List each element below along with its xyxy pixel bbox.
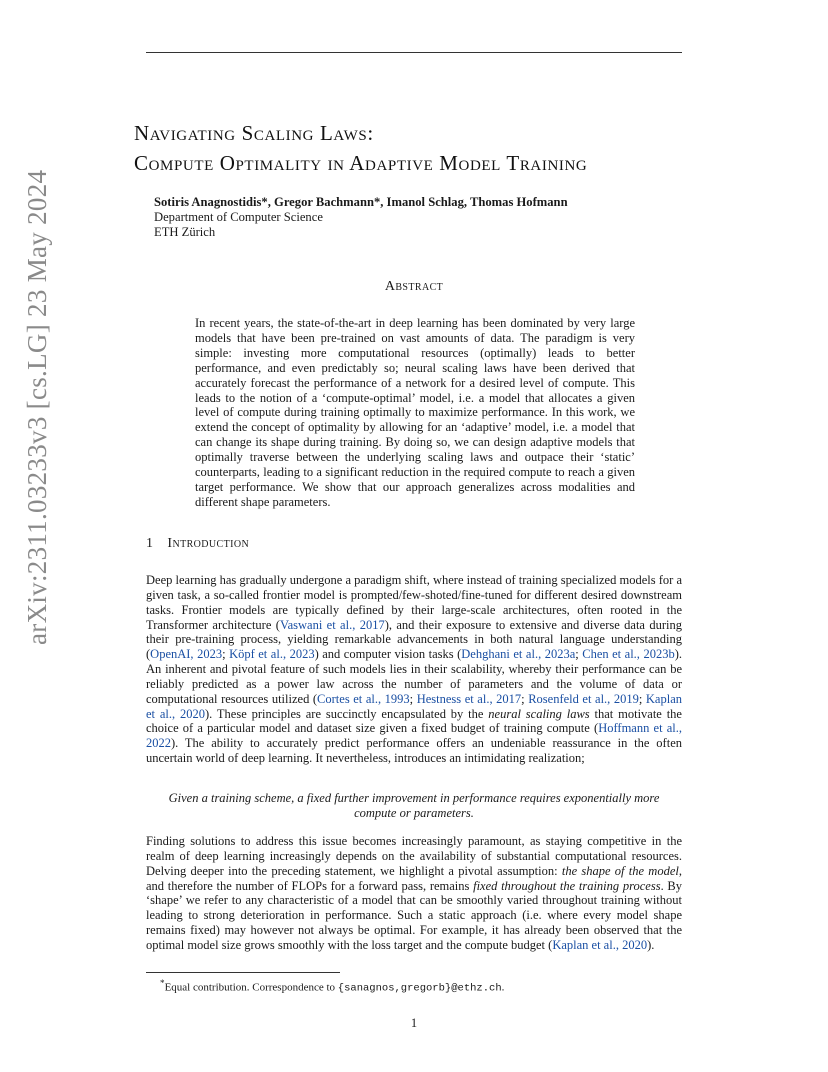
- footnote-email[interactable]: {sanagnos,gregorb}@ethz.ch: [337, 982, 502, 995]
- page-number: 1: [410, 1016, 418, 1030]
- author-department: Department of Computer Science: [154, 210, 323, 224]
- footnote-mark: *: [160, 978, 165, 988]
- text-run: ) and computer vision tasks (: [314, 647, 462, 662]
- emphasis: neural scaling laws: [488, 706, 590, 721]
- citation-link[interactable]: Dehghani et al., 2023a: [461, 647, 576, 662]
- text-run: ). These principles are succinctly encapsulated by the: [205, 706, 489, 721]
- citation-link[interactable]: Kaplan et al., 2020: [552, 937, 648, 952]
- highlighted-statement: Given a training scheme, a fixed further improvement in performance requires exponentially more compute or parameters.: [168, 791, 660, 820]
- citation-link[interactable]: Chen et al., 2023b: [582, 647, 675, 662]
- text-run: . By ‘shape’ we refer to any characteristic of a model that can be smoothly varied throughout training without leading to strong deterioration in performance. Such a static approach (i.e. where every model shape remains fixed) may however not always be optimal. For example, it has already been observed that the optimal model size grows smoothly with the loss target and the compute budget (: [146, 878, 682, 952]
- paper-title: [134, 118, 754, 178]
- section-heading: [146, 536, 249, 552]
- text-run: ;: [521, 691, 529, 706]
- title-line-1: Navigating Scaling Laws:: [134, 121, 374, 145]
- footnote: [160, 976, 680, 996]
- text-run: ;: [409, 691, 417, 706]
- citation-link[interactable]: Köpf et al., 2023: [229, 647, 315, 662]
- text-run: ;: [575, 647, 583, 662]
- text-run: Deep learning has gradually undergone a paradigm shift, where instead of training specialized models for a given task, a so-called frontier model is prompted/few-shoted/fine-tuned for different desired downstream tasks. Frontier models are typically defined by their large-scale architectures, often rooted in the Transformer architecture (: [146, 573, 682, 632]
- text-run: ). The ability to accurately predict performance offers an undeniable reassurance in the often uncertain world of deep learning. It nevertheless, introduces an intimidating realization;: [146, 736, 682, 766]
- text-run: ;: [222, 647, 230, 662]
- citation-link[interactable]: Vaswani et al., 2017: [279, 617, 385, 632]
- citation-link[interactable]: OpenAI, 2023: [150, 647, 223, 662]
- section-number: 1: [146, 536, 154, 551]
- footnote-rule: [146, 972, 340, 973]
- text-run: ;: [638, 691, 646, 706]
- arxiv-identifier: arXiv:2311.03233v3 [cs.LG] 23 May 2024: [22, 169, 52, 645]
- footnote-end: .: [501, 981, 505, 994]
- citation-link[interactable]: Rosenfeld et al., 2019: [528, 691, 639, 706]
- header-rule: [146, 52, 682, 53]
- text-run: ), and their exposure to extensive and diverse data during their pre-training process, yielding remarkable advancements in both natural language understanding (: [146, 617, 682, 662]
- title-line-2: Compute Optimality in Adaptive Model Training: [134, 151, 588, 175]
- emphasis: fixed throughout the training process: [473, 878, 661, 893]
- author-institution: ETH Zürich: [154, 225, 216, 239]
- section-title: Introduction: [167, 536, 250, 551]
- citation-link[interactable]: Kaplan et al., 2020: [146, 691, 683, 721]
- author-block: [154, 195, 714, 240]
- text-run: that motivate the choice of a particular model and dataset size given a fixed budget of training compute (: [146, 706, 682, 736]
- author-names: Sotiris Anagnostidis*, Gregor Bachmann*, Imanol Schlag, Thomas Hofmann: [154, 195, 568, 209]
- citation-link[interactable]: Hestness et al., 2017: [416, 691, 522, 706]
- text-run: ). An inherent and pivotal feature of such models lies in their scalability, whereby their performance can be reliably predicted as a power law across the number of parameters and the volume of data or computational resources utilized (: [146, 647, 682, 706]
- intro-paragraph-2: [146, 834, 682, 953]
- text-run: ).: [647, 937, 655, 952]
- text-run: Finding solutions to address this issue becomes increasingly paramount, as staying competitive in the realm of deep learning increasingly depends on the availability of substantial computational resources. Delving deeper into the preceding statement, we highlight a pivotal assumption:: [146, 834, 682, 878]
- citation-link[interactable]: Hoffmann et al., 2022: [146, 721, 682, 751]
- emphasis: the shape of the model: [561, 863, 679, 878]
- abstract-heading: Abstract: [384, 279, 444, 294]
- abstract-text: In recent years, the state-of-the-art in deep learning has been dominated by very large models that have been pre-trained on vast amounts of data. The paradigm is very simple: investing more computational resources (optimally) leads to better performance, and even predictably so; neural scaling laws have been derived that accurately forecast the performance of a network for a desired level of compute. This leads to the notion of a ‘compute-optimal’ model, i.e. a model that allocates a given level of compute during training optimally to maximize performance. In this work, we extend the concept of optimality by allowing for an ‘adaptive’ model, i.e. a model that can change its shape during training. By doing so, we can design adaptive models that optimally traverse between the underlying scaling laws and outpace their ‘static’ counterparts, leading to a significant reduction in the required compute to reach a given target performance. We show that our approach generalizes across modalities and different shape parameters.: [195, 316, 635, 509]
- intro-paragraph-1: [146, 573, 682, 766]
- text-run: , and therefore the number of FLOPs for a forward pass, remains: [146, 863, 682, 893]
- citation-link[interactable]: Cortes et al., 1993: [317, 691, 410, 706]
- footnote-text: Equal contribution. Correspondence to: [164, 981, 338, 994]
